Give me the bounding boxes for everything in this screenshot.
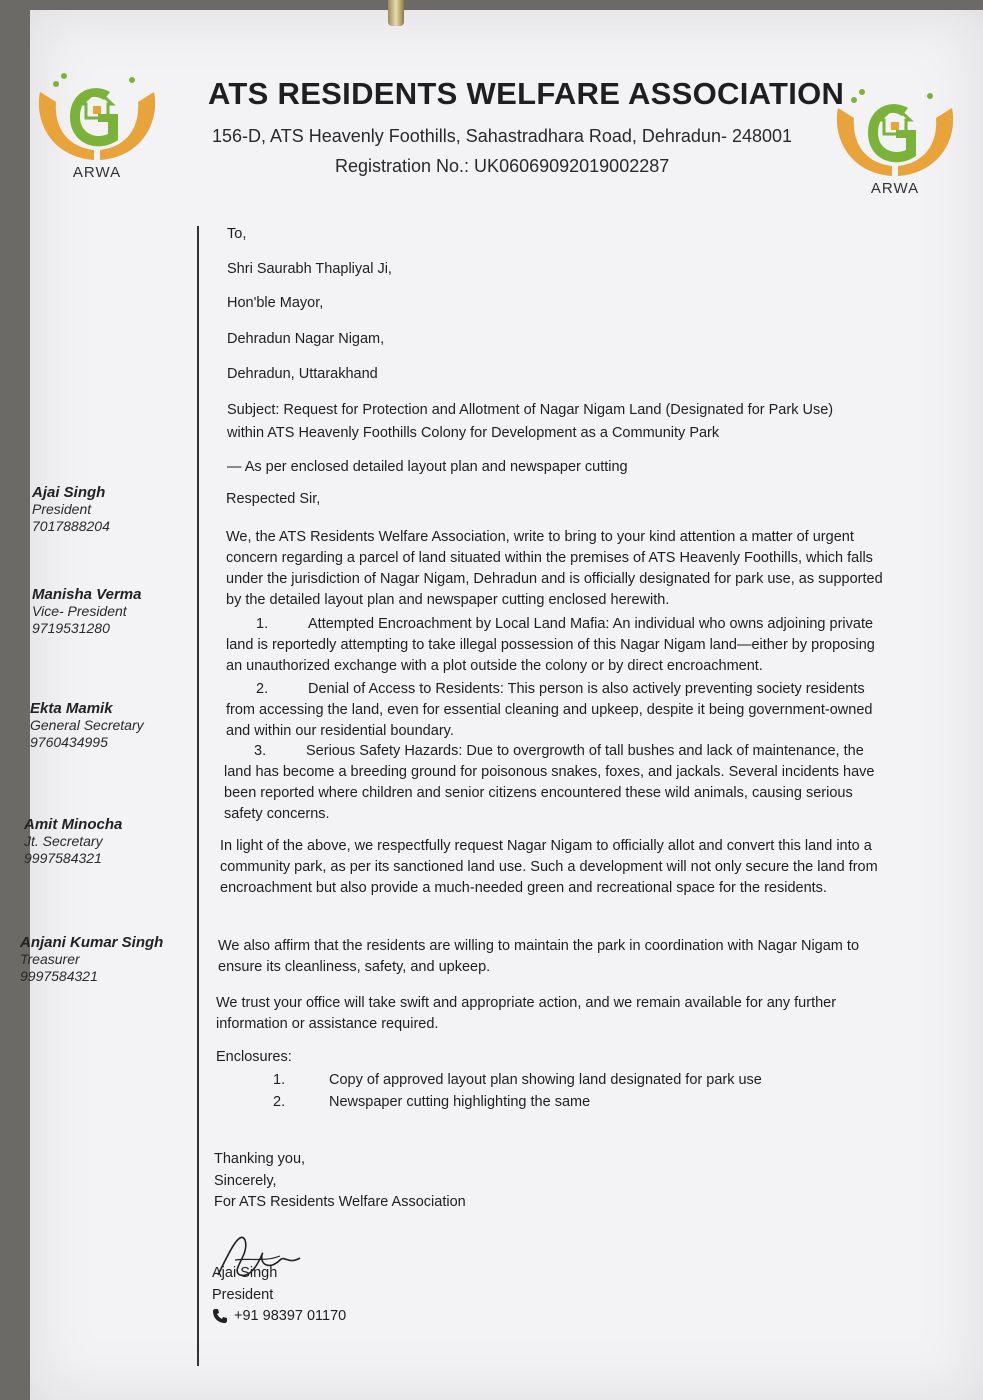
city: Dehradun, Uttarakhand (227, 366, 378, 382)
phone-icon (212, 1308, 228, 1324)
member-entry (24, 816, 122, 867)
member-entry (32, 586, 142, 637)
member-phone: 9719531280 (32, 620, 110, 636)
point-item (224, 741, 888, 825)
arwa-logo-right (830, 78, 960, 198)
point-text: Serious Safety Hazards: Due to overgrowth of tall bushes and lack of maintenance, the land has become a breeding ground for poisonous snakes, foxes, and jackals. Several incidents have been reported where children and senior citizens encountered these wild animals, causing serious safety concerns. (224, 743, 875, 822)
member-role: President (32, 501, 92, 517)
enclosure-text: Copy of approved layout plan showing land designated for park use (329, 1072, 762, 1088)
signatory-role: President (212, 1287, 274, 1303)
house-hands-logo-icon (830, 78, 960, 183)
member-name: Ekta Mamik (30, 700, 113, 717)
member-entry (30, 700, 144, 751)
member-role: General Secretary (30, 717, 144, 733)
member-name: Amit Minocha (24, 816, 123, 833)
intro-paragraph: We, the ATS Residents Welfare Association, write to bring to your kind attention a matter of urgent concern regarding a parcel of land situated within the premises of ATS Heavenly Foothills, which falls under the jurisdiction of Nagar Nigam, Dehradun and is officially designated for park use, as supported by the detailed layout plan and newspaper cutting enclosed herewith. (226, 529, 883, 608)
house-hands-logo-icon (32, 62, 162, 167)
member-phone: 9760434995 (30, 734, 108, 750)
enclosure-item (273, 1094, 590, 1110)
point-item (226, 614, 886, 677)
registration-number: Registration No.: UK06069092019002287 (335, 156, 670, 176)
member-name: Ajai Singh (32, 484, 106, 501)
enclosure-item (273, 1072, 762, 1088)
logo-text: ARWA (870, 180, 920, 197)
member-phone: 7017888204 (32, 518, 110, 534)
point-item (226, 679, 886, 742)
signatory-name: Ajai Singh (212, 1265, 278, 1281)
closing-sincerely: Sincerely, (214, 1173, 277, 1189)
member-name: Manisha Verma (32, 586, 142, 603)
office: Dehradun Nagar Nigam, (227, 331, 385, 347)
enclosures-label: Enclosures: (216, 1049, 292, 1065)
member-phone: 9997584321 (24, 850, 102, 866)
member-role: Jt. Secretary (24, 833, 103, 849)
request-paragraph: In light of the above, we respectfully request Nagar Nigam to officially allot and convert this land into a community park, as per its sanctioned land use. Such a development will not only secure the land from encroachment but also provide a much-needed green and recreational space for the residents. (220, 838, 878, 896)
to-line: To, (227, 226, 247, 242)
enclosure-text: Newspaper cutting highlighting the same (329, 1094, 591, 1110)
subject-line-2: within ATS Heavenly Foothills Colony for Development as a Community Park (227, 425, 720, 441)
phone-number: +91 98397 01170 (234, 1308, 347, 1324)
member-phone: 9997584321 (20, 968, 98, 984)
trust-paragraph: We trust your office will take swift and appropriate action, and we remain available for any further information or assistance required. (216, 995, 837, 1032)
contact-phone (212, 1308, 346, 1324)
addressee: Shri Saurabh Thapliyal Ji, (227, 261, 392, 277)
closing-thanks: Thanking you, (214, 1151, 306, 1167)
closing-org: For ATS Residents Welfare Association (214, 1194, 466, 1210)
subject-line-1: Subject: Request for Protection and Allotment of Nagar Nigam Land (Designated for Park Use) (227, 402, 834, 418)
affirm-paragraph: We also affirm that the residents are willing to maintain the park in coordination with Nagar Nigam to ensure its cleanliness, safety, and upkeep. (218, 938, 860, 975)
point-number: 2. (256, 681, 269, 697)
binder-clip (388, 0, 404, 26)
point-number: 3. (254, 743, 267, 759)
sidebar-divider (197, 226, 199, 1366)
salutation: Respected Sir, (226, 491, 321, 507)
member-name: Anjani Kumar Singh (20, 934, 164, 951)
logo-text: ARWA (72, 164, 122, 181)
org-address: 156-D, ATS Heavenly Foothills, Sahastradhara Road, Dehradun- 248001 (212, 126, 793, 146)
enclosure-number: 2. (273, 1094, 286, 1110)
point-number: 1. (256, 616, 269, 632)
enclosure-number: 1. (273, 1072, 286, 1088)
point-text: Denial of Access to Residents: This person is also actively preventing society residents from accessing the land, even for essential cleaning and upkeep, despite it being government-owned and within our residential boundary. (226, 681, 873, 739)
member-entry (20, 934, 163, 985)
reference-line: — As per enclosed detailed layout plan and newspaper cutting (227, 459, 628, 475)
member-role: Vice- President (32, 603, 127, 619)
arwa-logo-left (32, 62, 162, 182)
letter-page (20, 10, 983, 1400)
member-entry (32, 484, 110, 535)
point-text: Attempted Encroachment by Local Land Mafia: An individual who owns adjoining private land is reportedly attempting to take illegal possession of this Nagar Nigam land—either by proposing an unauthorized exchange with a plot outside the colony or by direct encroachment. (226, 616, 875, 674)
org-name: ATS RESIDENTS WELFARE ASSOCIATION (208, 76, 845, 111)
member-role: Treasurer (20, 951, 80, 967)
designation: Hon'ble Mayor, (227, 295, 324, 311)
